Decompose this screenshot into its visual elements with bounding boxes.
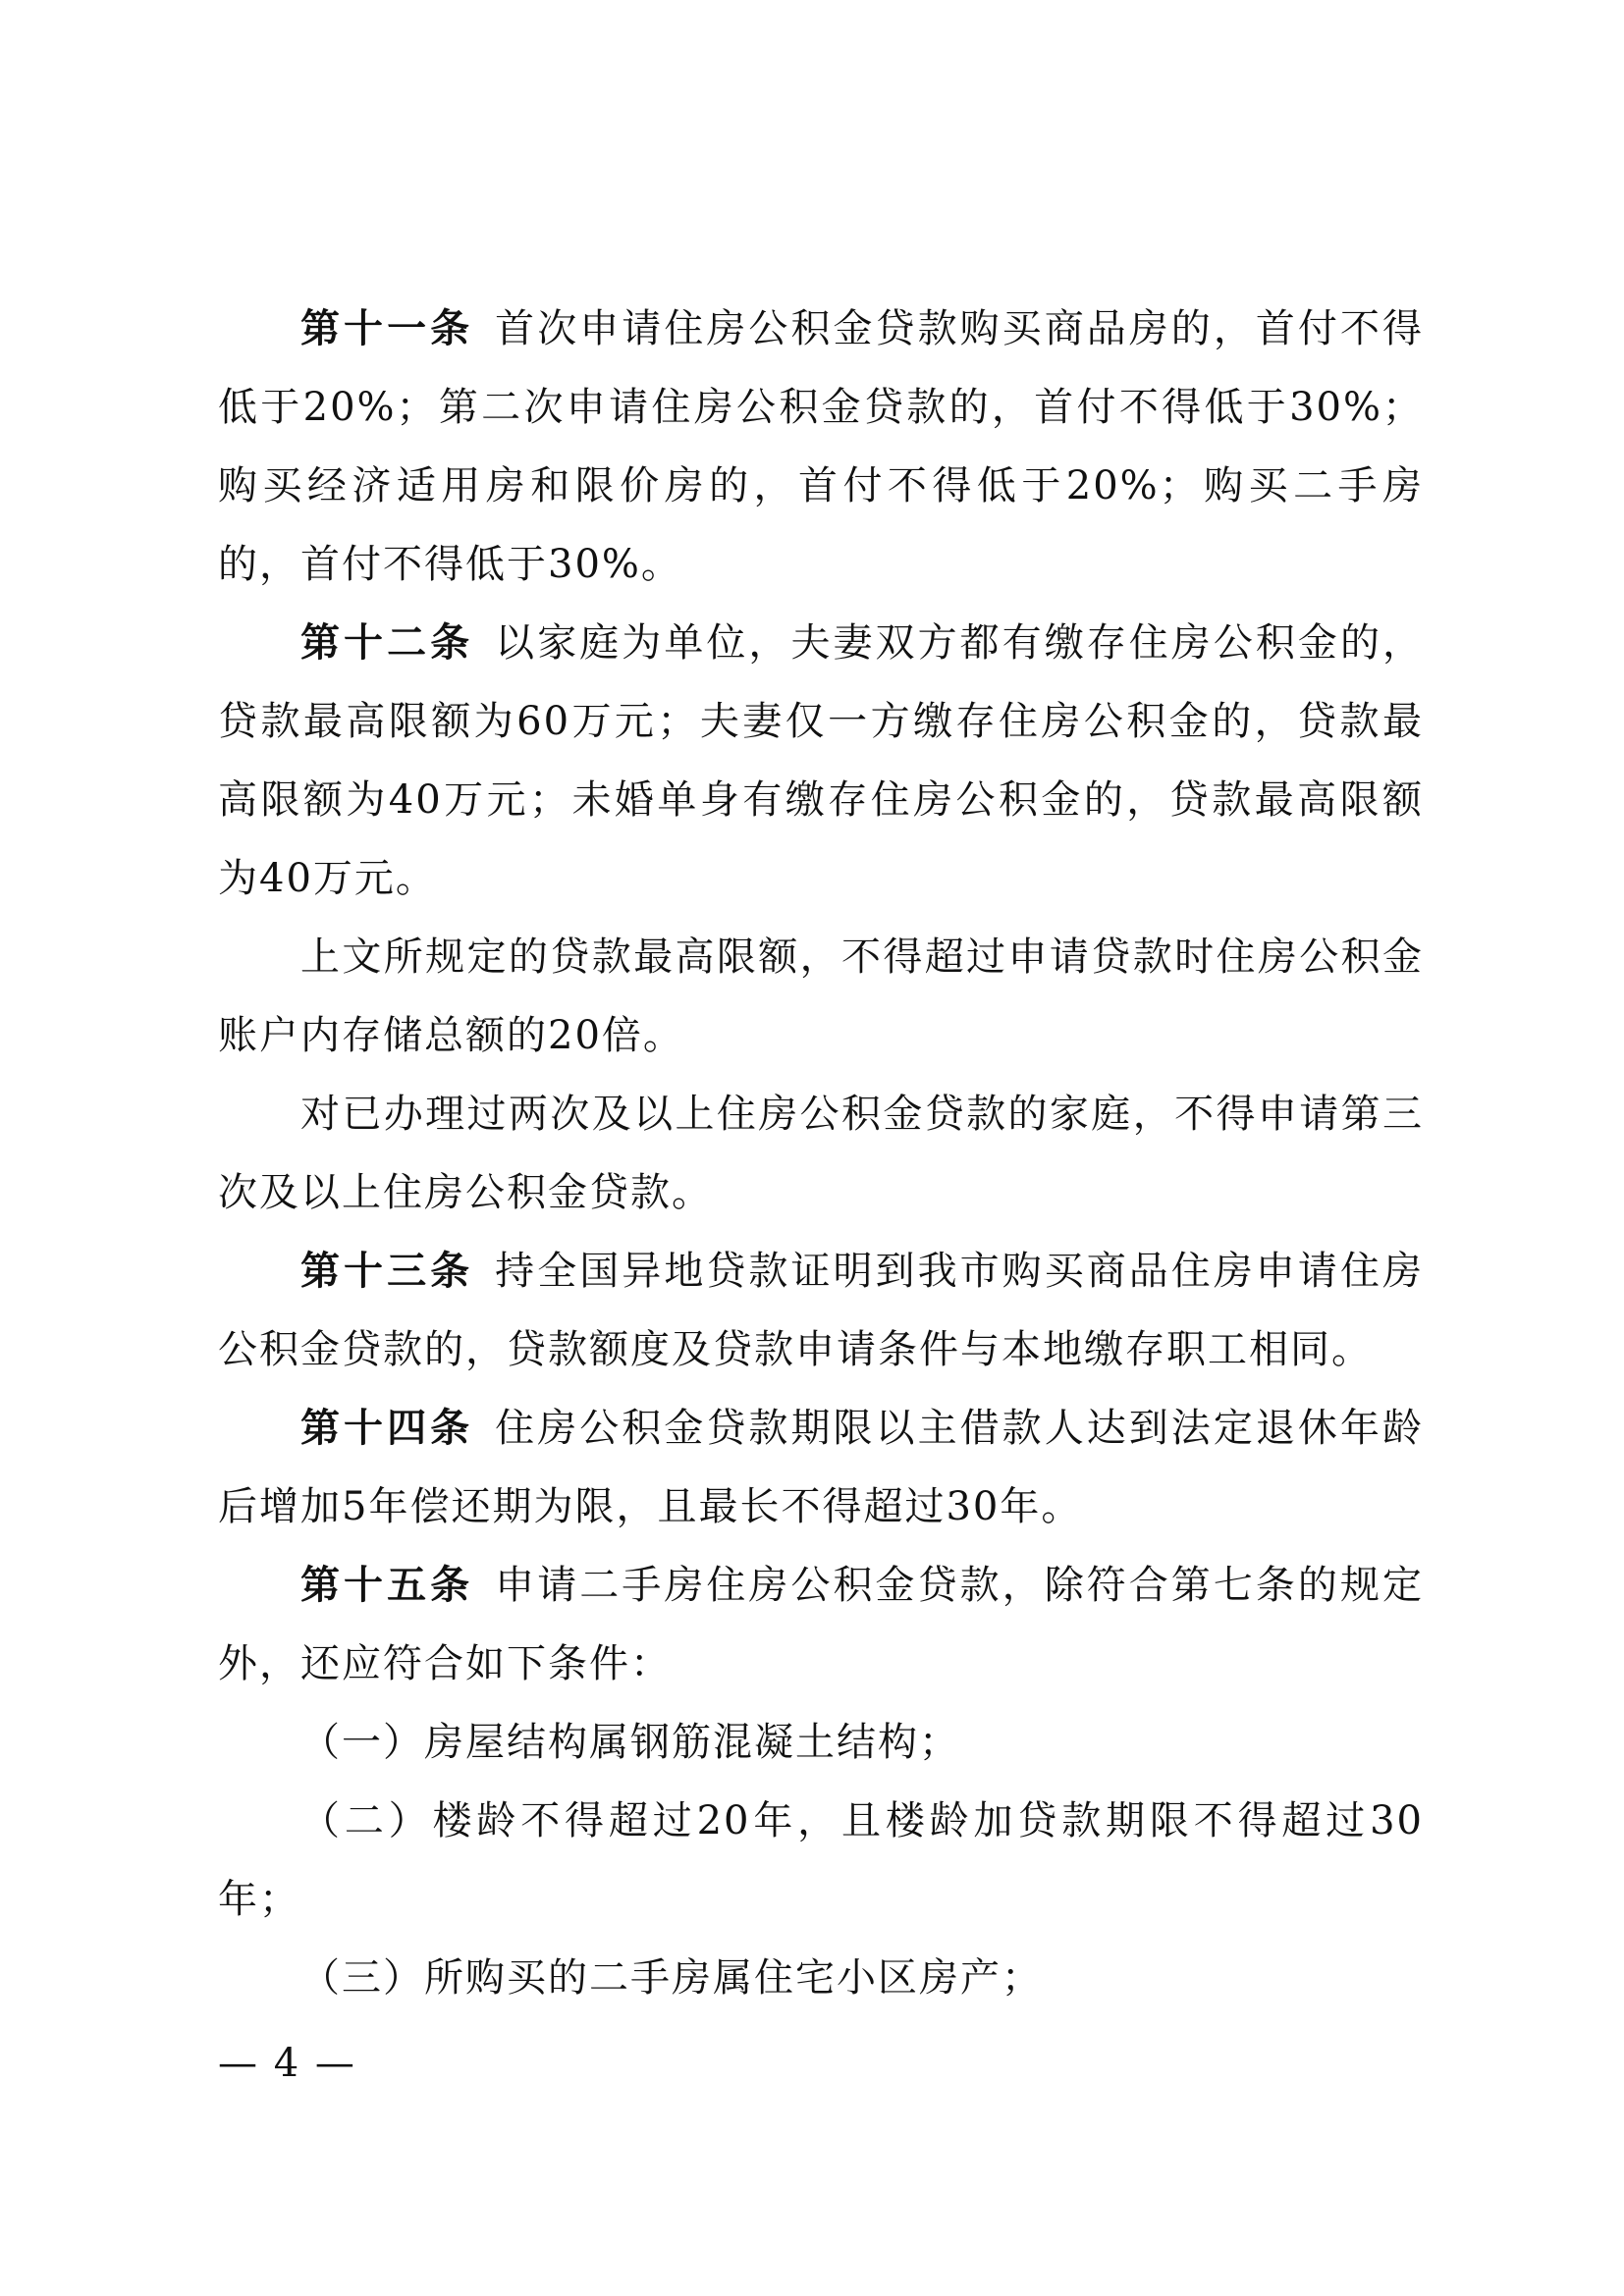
condition-text: （三）所购买的二手房属住宅小区房产； [300,1955,1043,2001]
condition-item-3 [218,1939,1424,2017]
article-title: 第十三条 [300,1248,474,1294]
paragraph-text: 上文所规定的贷款最高限额，不得超过申请贷款时住房公积金账户内存储总额的20倍。 [218,934,1424,1058]
article-title: 第十四条 [300,1405,474,1451]
document-body [218,290,1424,2017]
article-12 [218,604,1424,918]
article-15 [218,1546,1424,1703]
article-14 [218,1389,1424,1546]
condition-item-1 [218,1703,1424,1782]
article-title: 第十二条 [300,619,474,666]
condition-item-2 [218,1782,1424,1939]
paragraph-text: 对已办理过两次及以上住房公积金贷款的家庭，不得申请第三次及以上住房公积金贷款。 [218,1092,1424,1215]
article-text: 持全国异地贷款证明到我市购买商品住房申请住房公积金贷款的，贷款额度及贷款申请条件与本地缴存职工相同。 [218,1249,1425,1372]
article-text: 以家庭为单位，夫妻双方都有缴存住房公积金的，贷款最高限额为60万元；夫妻仅一方缴存住房公积金的，贷款最高限额为40万元；未婚单身有缴存住房公积金的，贷款最高限额为40万元。 [218,620,1425,901]
article-title: 第十五条 [300,1562,474,1608]
condition-text: （二）楼龄不得超过20年，且楼龄加贷款期限不得超过30年； [218,1798,1424,1922]
page-number: — 4 — [218,2041,356,2086]
article-12-paragraph-2 [218,918,1424,1075]
article-13 [218,1232,1424,1389]
article-11 [218,290,1424,604]
article-title: 第十一条 [300,305,474,351]
article-12-paragraph-3 [218,1075,1424,1232]
article-text: 首次申请住房公积金贷款购买商品房的，首付不得低于20%；第二次申请住房公积金贷款的，首付不得低于30%；购买经济适用房和限价房的，首付不得低于20%；购买二手房的，首付不得低于30%。 [218,306,1425,587]
condition-text: （一）房屋结构属钢筋混凝土结构； [300,1720,960,1765]
article-text: 住房公积金贷款期限以主借款人达到法定退休年龄后增加5年偿还期为限，且最长不得超过30年。 [218,1406,1425,1529]
article-text: 申请二手房住房公积金贷款，除符合第七条的规定外，还应符合如下条件： [218,1563,1425,1686]
